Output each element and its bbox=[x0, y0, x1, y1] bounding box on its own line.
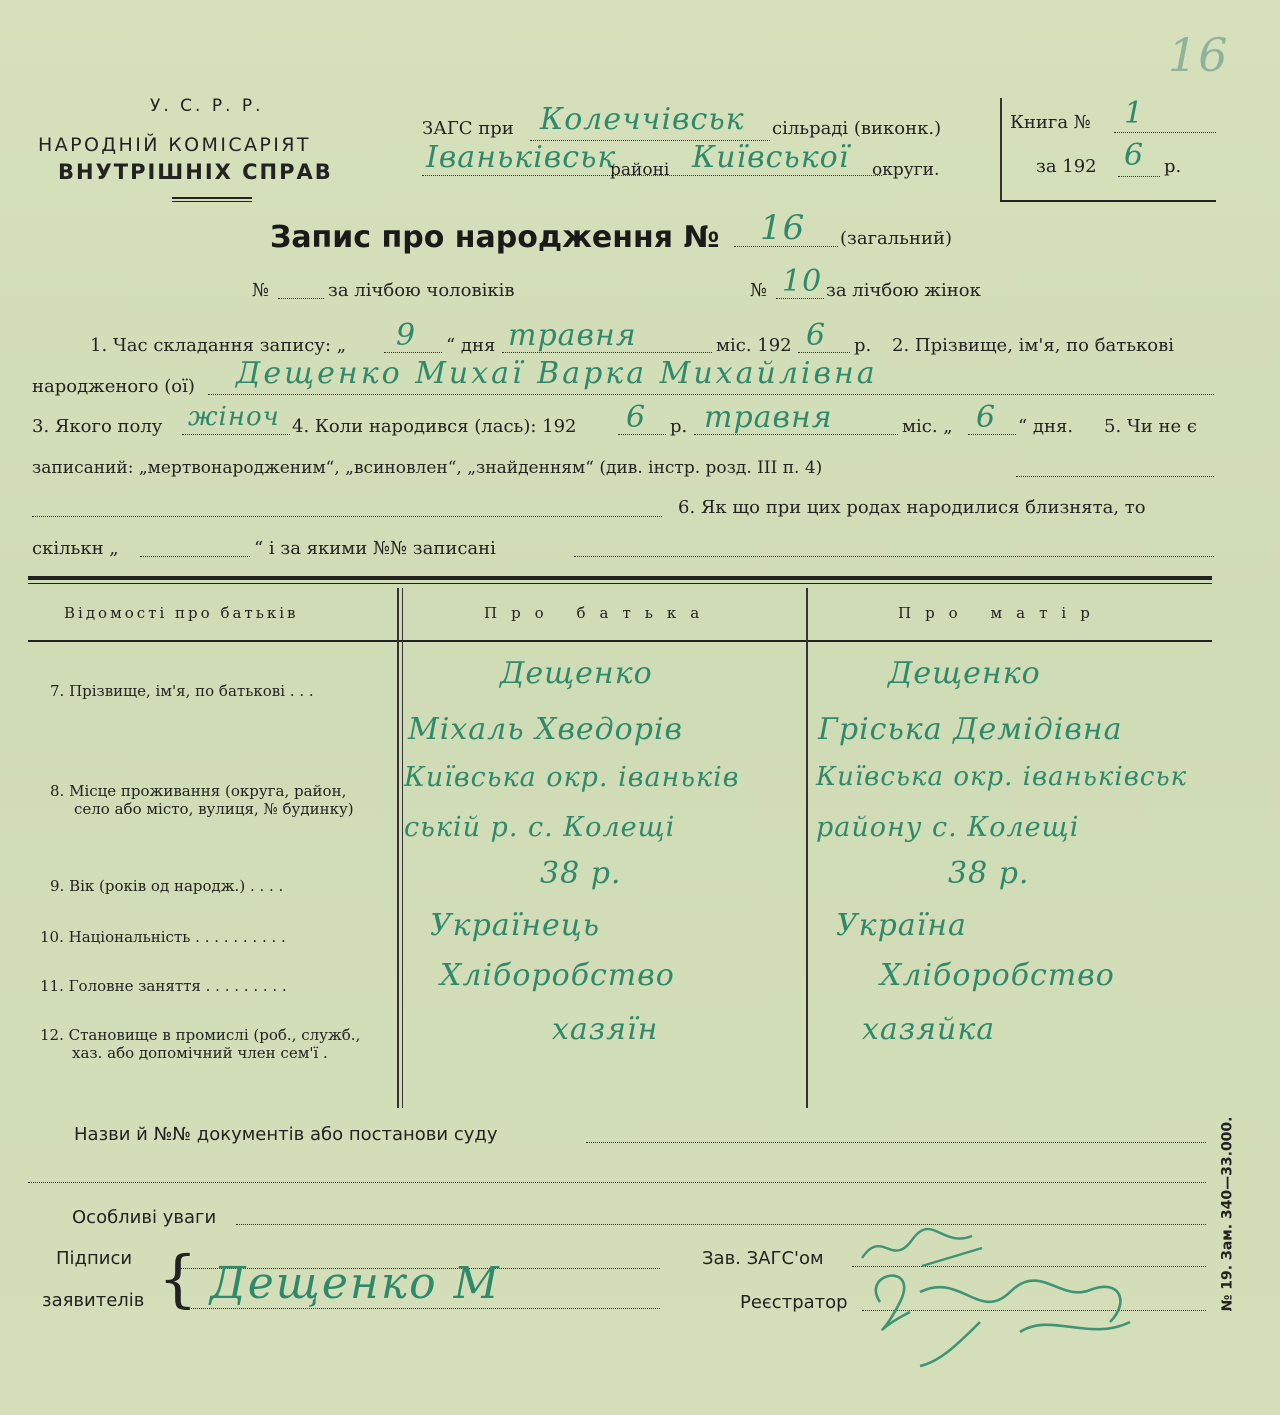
col-header-mother: Про матір bbox=[898, 604, 1104, 622]
q2-name-hw: Дещенко Михаї Варка Михайлівна bbox=[236, 356, 878, 391]
row9-label: 9. Вік (років од народж.) . . . . bbox=[50, 877, 284, 895]
q4-month-hw: травня bbox=[704, 400, 833, 435]
commissariat-line1: НАРОДНІЙ КОМІСАРІЯТ bbox=[38, 134, 311, 156]
q3-sex-line bbox=[182, 434, 290, 435]
raion-label: районі bbox=[610, 160, 670, 180]
q1-year-suffix: р. bbox=[854, 335, 872, 356]
q3-sex-hw: жіноч bbox=[188, 402, 280, 432]
row11-label: 11. Головне заняття . . . . . . . . . bbox=[40, 977, 287, 995]
registrar-signature-mark bbox=[860, 1262, 1150, 1372]
q6-label: 6. Як що при цих родах народилися близнята, то bbox=[678, 497, 1146, 518]
registrar-label: Реєстратор bbox=[740, 1292, 848, 1313]
q5-answer-line bbox=[1016, 476, 1214, 477]
q1-day-suffix: “ дня bbox=[446, 335, 496, 356]
q5-answer-line-2 bbox=[32, 516, 662, 517]
book-box-bottom bbox=[1000, 200, 1216, 202]
commissariat-line2: ВНУТРІШНІХ СПРАВ bbox=[58, 160, 333, 184]
women-prefix: № bbox=[750, 280, 768, 301]
zags-council-hw: Колеччівськ bbox=[540, 102, 745, 137]
women-label: за лічбою жінок bbox=[826, 280, 981, 301]
signatures-label-1: Підписи bbox=[56, 1248, 133, 1269]
year-line bbox=[1118, 176, 1160, 177]
book-number-line bbox=[1114, 132, 1216, 133]
book-label: Книга № bbox=[1010, 112, 1091, 133]
notes-line bbox=[236, 1224, 1206, 1225]
print-code: № 19. Зам. 340—33.000. bbox=[1219, 1116, 1236, 1312]
general-label: (загальний) bbox=[840, 228, 952, 249]
header-divider bbox=[172, 197, 252, 199]
documents-line bbox=[586, 1142, 1206, 1143]
table-col-divider-2 bbox=[806, 588, 808, 1108]
year-prefix: за 192 bbox=[1036, 156, 1097, 177]
zags-prefix: ЗАГС при bbox=[422, 118, 514, 139]
col-header-info: Відомості про батьків bbox=[64, 604, 299, 622]
row10-father: Українець bbox=[430, 908, 601, 943]
okruha-label: округи. bbox=[872, 160, 940, 180]
q4-month-suffix: міс. „ bbox=[902, 416, 953, 437]
q4-year-suffix: р. bbox=[670, 416, 688, 437]
q2-line2: народженого (ої) bbox=[32, 376, 195, 397]
row12-father: хазяїн bbox=[552, 1012, 659, 1047]
men-number-line bbox=[278, 298, 324, 299]
year-suffix: р. bbox=[1164, 156, 1182, 177]
table-top-rule bbox=[28, 576, 1212, 580]
q5-label: 5. Чи не є bbox=[1104, 416, 1197, 437]
q4-year-hw: 6 bbox=[626, 400, 647, 435]
row7-father-2: Міхаль Хведорів bbox=[408, 712, 683, 747]
q4-day-hw: 6 bbox=[976, 400, 997, 435]
row8-mother-2: району с. Колещі bbox=[816, 812, 1080, 843]
q6-line2-b: “ і за якими №№ записані bbox=[254, 538, 496, 559]
row8-label-1: 8. Місце проживання (округа, район, bbox=[50, 782, 347, 800]
row9-mother: 38 р. bbox=[948, 856, 1030, 891]
q1-month-hw: травня bbox=[508, 318, 637, 353]
men-prefix: № bbox=[252, 280, 270, 301]
women-number-hw: 10 bbox=[782, 264, 823, 299]
row12-mother: хазяйка bbox=[862, 1012, 996, 1047]
row8-father-1: Київська окр. іваньків bbox=[404, 762, 740, 793]
table-top-rule-2 bbox=[28, 583, 1212, 584]
row7-label: 7. Прізвище, ім'я, по батькові . . . bbox=[50, 682, 314, 700]
documents-line-2 bbox=[28, 1182, 1206, 1183]
book-number-hw: 1 bbox=[1124, 96, 1145, 131]
q4-day-suffix: “ дня. bbox=[1018, 416, 1074, 437]
row12-label-1: 12. Становище в промислі (роб., служб., bbox=[40, 1026, 361, 1044]
q6-numbers-line bbox=[574, 556, 1214, 557]
row10-label: 10. Національність . . . . . . . . . . bbox=[40, 928, 286, 946]
q4-label: 4. Коли народився (лась): 192 bbox=[292, 416, 577, 437]
book-box-left bbox=[1000, 98, 1002, 202]
documents-label: Назви й №№ документів або постанови суду bbox=[74, 1124, 498, 1145]
record-number-hw: 16 bbox=[760, 208, 806, 248]
notes-label: Особливі уваги bbox=[72, 1207, 217, 1228]
page-number: 16 bbox=[1168, 28, 1229, 82]
q6-line2-a: скількн „ bbox=[32, 538, 119, 559]
zags-council-suffix: сільраді (виконк.) bbox=[772, 118, 942, 139]
q5-line2: записаний: „мертвонародженим“, „всиновлен“, „знайденням“ (див. інстр. розд. III п. 4) bbox=[32, 458, 823, 478]
row8-label-2: село або місто, вулиця, № будинку) bbox=[74, 800, 354, 818]
applicant-signature-hw: Дещенко М bbox=[210, 1258, 501, 1309]
table-header-rule bbox=[28, 640, 1212, 642]
head-label: Зав. ЗАГС'ом bbox=[702, 1248, 824, 1269]
q1-year-hw: 6 bbox=[806, 318, 827, 353]
signatures-brace: { bbox=[158, 1242, 198, 1315]
year-hw: 6 bbox=[1124, 138, 1145, 173]
q1-label: 1. Час складання запису: „ bbox=[90, 335, 347, 356]
table-col-divider-1 bbox=[397, 588, 399, 1108]
raion-hw: Іваньківськ bbox=[426, 140, 617, 175]
q2-name-line bbox=[208, 394, 1214, 395]
q1-day-hw: 9 bbox=[396, 318, 417, 353]
row8-mother-1: Київська окр. іваньківськ bbox=[816, 762, 1188, 792]
state-label: У. С. Р. Р. bbox=[150, 96, 264, 116]
men-label: за лічбою чоловіків bbox=[328, 280, 515, 301]
row10-mother: Україна bbox=[836, 908, 967, 943]
row11-mother: Хліборобство bbox=[880, 958, 1115, 993]
q6-count-line bbox=[140, 556, 250, 557]
row9-father: 38 р. bbox=[540, 856, 622, 891]
row7-mother-1: Дещенко bbox=[888, 656, 1041, 691]
q1-month-suffix: міс. 192 bbox=[716, 335, 792, 356]
col-header-father: Про батька bbox=[484, 604, 714, 622]
row7-mother-2: Гріська Демідівна bbox=[818, 712, 1123, 747]
record-title: Запис про народження № bbox=[270, 220, 720, 255]
row11-father: Хліборобство bbox=[440, 958, 675, 993]
okruha-hw: Київської bbox=[692, 140, 850, 175]
header-divider-2 bbox=[172, 201, 252, 202]
q2-label: 2. Прізвище, ім'я, по батькові bbox=[892, 335, 1175, 356]
signatures-label-2: заявителів bbox=[42, 1290, 145, 1311]
q3-label: 3. Якого полу bbox=[32, 416, 163, 437]
table-col-divider-1b bbox=[402, 588, 403, 1108]
row12-label-2: хаз. або допомічний член сем'ї . bbox=[72, 1044, 328, 1062]
row7-father-1: Дещенко bbox=[500, 656, 653, 691]
row8-father-2: ській р. с. Колещі bbox=[404, 812, 676, 843]
